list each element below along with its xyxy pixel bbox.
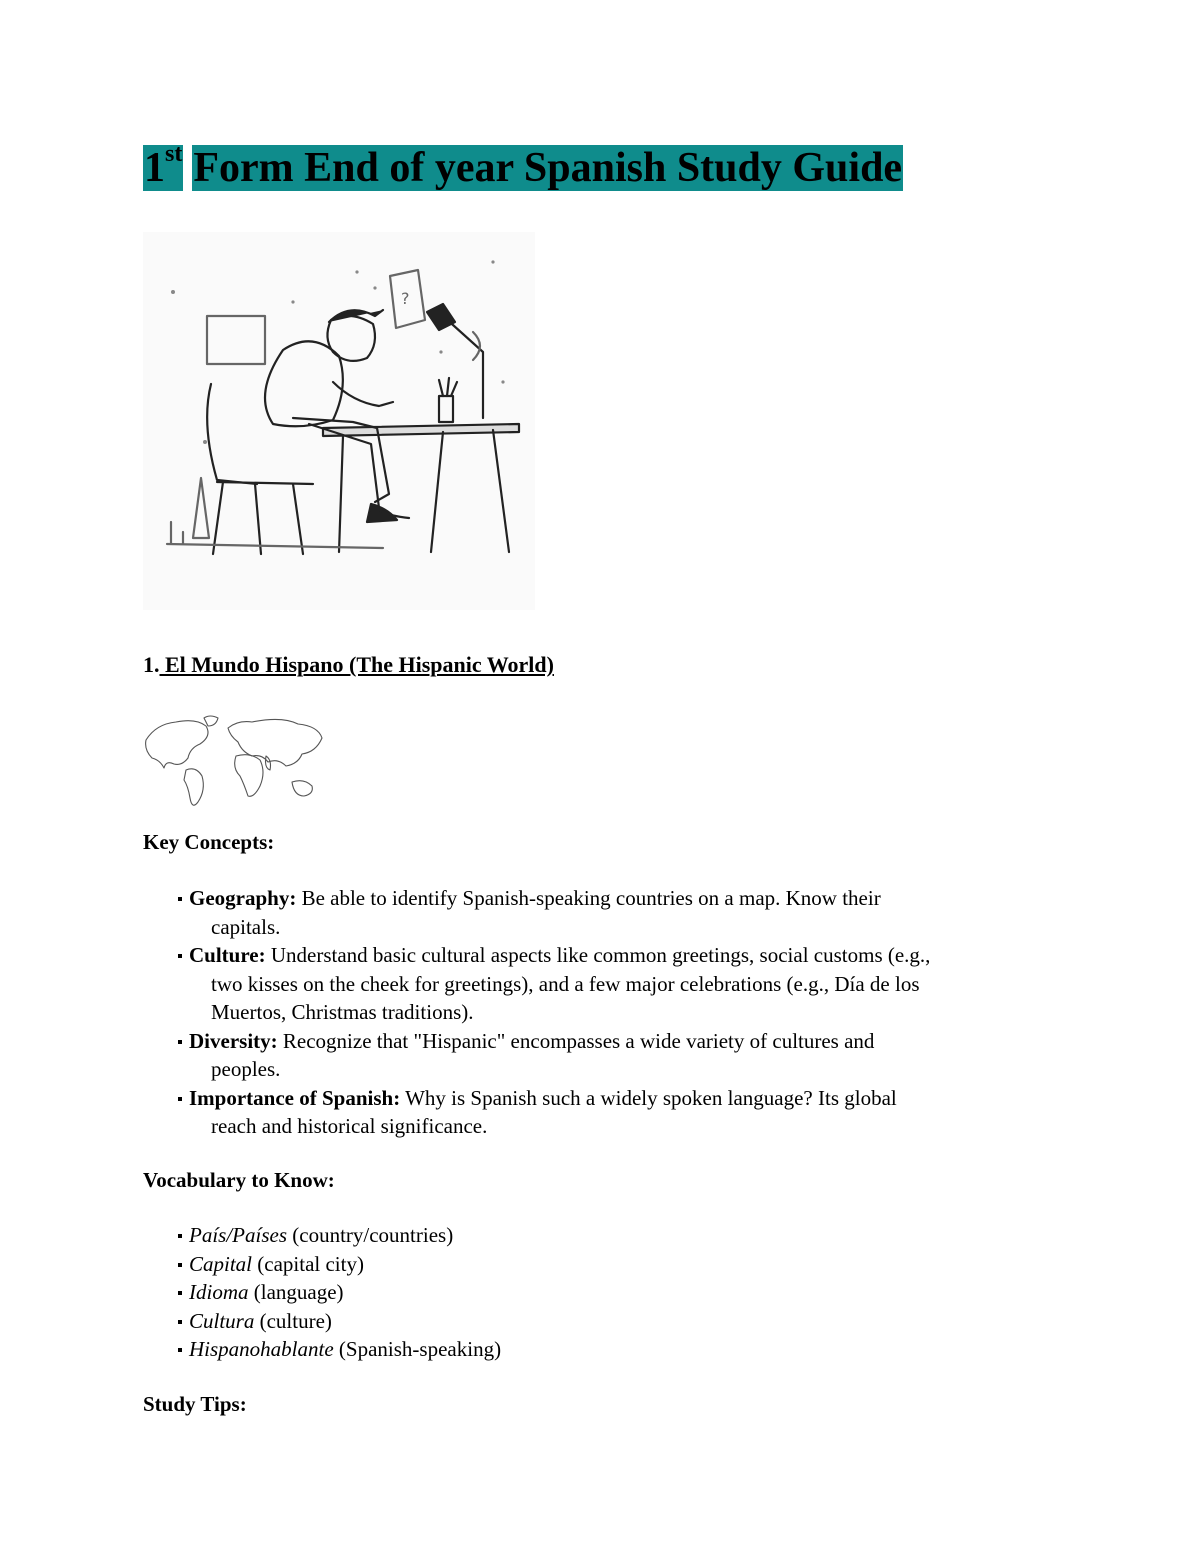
key-concepts-label: Key Concepts: — [143, 830, 275, 854]
title-text: Form End of year Spanish Study Guide — [193, 145, 903, 191]
world-map-icon — [142, 712, 326, 812]
student-studying-illustration — [143, 232, 535, 610]
list-item: Geography: Be able to identify Spanish-speaking countries on a map. Know their capitals. — [176, 884, 1036, 941]
title-ordinal: st — [165, 141, 183, 167]
title-number-highlight — [143, 141, 183, 191]
list-item: Diversity: Recognize that "Hispanic" encompasses a wide variety of cultures and peoples. — [176, 1027, 1036, 1084]
list-item: País/Países (country/countries) — [176, 1221, 1036, 1250]
title-number: 1 — [144, 145, 165, 191]
list-item: Capital (capital city) — [176, 1250, 1036, 1279]
list-item: Culture: Understand basic cultural aspects like common greetings, social customs (e.g., two kisses on the cheek for greetings), and a few major celebrations (e.g., Día de los Muertos, Christmas traditions). — [176, 941, 1036, 1027]
list-item: Importance of Spanish: Why is Spanish such a widely spoken language? Its global reach and historical significance. — [176, 1084, 1036, 1141]
page-title — [143, 136, 903, 206]
svg-text:?: ? — [401, 289, 410, 308]
list-item: Cultura (culture) — [176, 1307, 1036, 1336]
section-number: 1. — [143, 652, 160, 677]
list-item: Idioma (language) — [176, 1278, 1036, 1307]
vocabulary-list — [176, 1221, 1036, 1364]
section-heading-hispanic-world — [143, 650, 554, 680]
study-tips-label: Study Tips: — [143, 1392, 247, 1416]
section-title: El Mundo Hispano (The Hispanic World) — [159, 652, 554, 677]
vocabulary-label: Vocabulary to Know: — [143, 1168, 335, 1192]
list-item: Hispanohablante (Spanish-speaking) — [176, 1335, 1036, 1364]
key-concepts-list — [176, 884, 1036, 1141]
